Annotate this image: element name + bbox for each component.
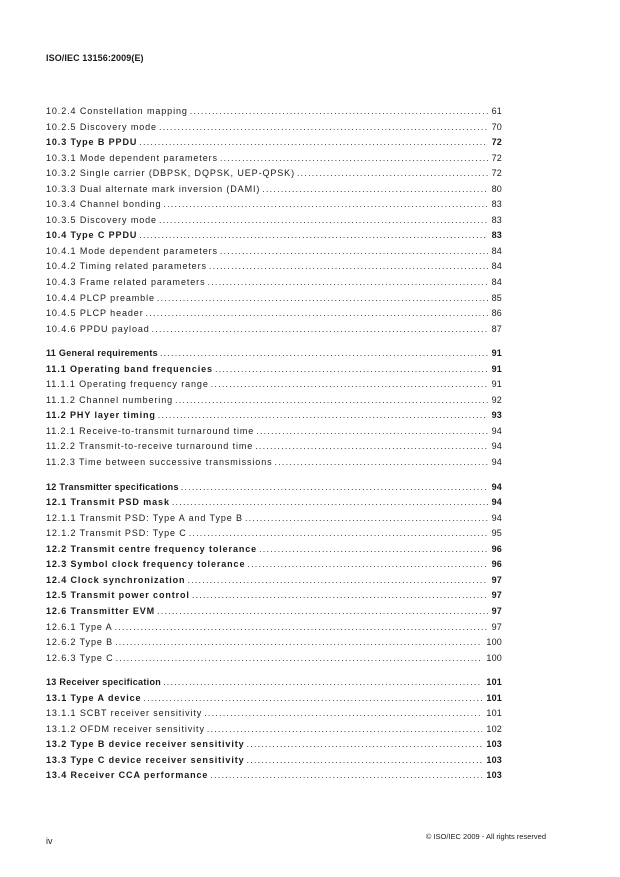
table-of-contents xyxy=(46,104,502,784)
toc-entry-title: 10.2.5 Discovery mode xyxy=(46,121,157,132)
toc-entry-page: 84 xyxy=(491,277,502,288)
toc-dot-leader xyxy=(116,651,483,667)
toc-entry-page: 97 xyxy=(491,574,502,585)
toc-entry-title: 10.3 Type B PPDU xyxy=(46,137,138,148)
toc-entry[interactable] xyxy=(46,275,502,291)
toc-dot-leader xyxy=(220,244,488,260)
toc-entry-title: 13.1.2 OFDM receiver sensitivity xyxy=(46,723,205,734)
toc-entry-page: 96 xyxy=(491,543,502,554)
toc-entry[interactable] xyxy=(46,166,502,182)
toc-entry-page: 91 xyxy=(491,348,502,359)
toc-dot-leader xyxy=(139,228,487,244)
toc-entry-page: 92 xyxy=(491,394,502,405)
toc-entry[interactable] xyxy=(46,722,502,738)
toc-entry-title: 10.4.6 PPDU payload xyxy=(46,323,150,334)
toc-entry-title: 10.4 Type C PPDU xyxy=(46,230,138,241)
toc-entry-page: 72 xyxy=(491,137,502,148)
toc-entry-page: 103 xyxy=(486,754,502,765)
toc-entry-page: 72 xyxy=(491,152,502,163)
toc-entry[interactable] xyxy=(46,135,502,151)
toc-dot-leader xyxy=(115,620,488,636)
toc-entry-page: 72 xyxy=(491,168,502,179)
toc-entry[interactable] xyxy=(46,291,502,307)
toc-entry-page: 84 xyxy=(491,245,502,256)
toc-entry[interactable] xyxy=(46,346,502,362)
toc-dot-leader xyxy=(146,306,488,322)
toc-dot-leader xyxy=(187,573,487,589)
toc-entry-page: 94 xyxy=(491,441,502,452)
toc-dot-leader xyxy=(247,557,487,573)
toc-entry[interactable] xyxy=(46,526,502,542)
toc-entry-title: 10.4.4 PLCP preamble xyxy=(46,292,155,303)
toc-entry[interactable] xyxy=(46,377,502,393)
toc-entry[interactable] xyxy=(46,182,502,198)
toc-entry-title: 10.4.3 Frame related parameters xyxy=(46,277,206,288)
toc-entry-title: 11.1 Operating band frequencies xyxy=(46,363,213,374)
toc-dot-leader xyxy=(215,362,488,378)
toc-entry-page: 94 xyxy=(491,481,502,492)
toc-dot-leader xyxy=(163,675,482,691)
toc-entry[interactable] xyxy=(46,197,502,213)
toc-entry-page: 95 xyxy=(491,528,502,539)
toc-entry-page: 70 xyxy=(491,121,502,132)
toc-entry-page: 83 xyxy=(491,199,502,210)
toc-entry-page: 83 xyxy=(491,214,502,225)
toc-entry[interactable] xyxy=(46,557,502,573)
toc-dot-leader xyxy=(115,635,482,651)
toc-entry-title: 12.2 Transmit centre frequency tolerance xyxy=(46,543,258,554)
toc-entry[interactable] xyxy=(46,439,502,455)
toc-entry-title: 11.1.2 Channel numbering xyxy=(46,394,174,405)
toc-entry-page: 102 xyxy=(486,723,502,734)
toc-entry-page: 94 xyxy=(491,497,502,508)
toc-entry-title: 10.3.4 Channel bonding xyxy=(46,199,162,210)
toc-dot-leader xyxy=(158,408,488,424)
toc-dot-leader xyxy=(297,166,488,182)
toc-entry-title: 12.1.2 Transmit PSD: Type C xyxy=(46,528,187,539)
toc-entry[interactable] xyxy=(46,604,502,620)
toc-entry-title: 13.2 Type B device receiver sensitivity xyxy=(46,739,245,750)
toc-dot-leader xyxy=(159,120,488,136)
toc-entry-title: 11.2.1 Receive-to-transmit turnaround time xyxy=(46,425,255,436)
toc-dot-leader xyxy=(220,151,488,167)
copyright-notice: © ISO/IEC 2009 - All rights reserved xyxy=(425,832,546,841)
toc-entry-page: 103 xyxy=(486,770,502,781)
toc-dot-leader xyxy=(139,135,487,151)
toc-dot-leader xyxy=(190,104,488,120)
toc-entry-title: 11 General requirements xyxy=(46,348,158,359)
toc-entry-title: 12.1 Transmit PSD mask xyxy=(46,497,170,508)
toc-entry-page: 83 xyxy=(491,230,502,241)
toc-entry-title: 10.3.5 Discovery mode xyxy=(46,214,157,225)
toc-entry-page: 93 xyxy=(491,410,502,421)
toc-dot-leader xyxy=(256,424,487,440)
toc-entry-title: 13.1.1 SCBT receiver sensitivity xyxy=(46,708,203,719)
toc-entry-page: 94 xyxy=(491,425,502,436)
toc-entry-page: 91 xyxy=(491,379,502,390)
toc-entry[interactable] xyxy=(46,691,502,707)
toc-entry[interactable] xyxy=(46,408,502,424)
toc-dot-leader xyxy=(247,737,483,753)
toc-entry-page: 87 xyxy=(491,323,502,334)
toc-entry[interactable] xyxy=(46,635,502,651)
toc-entry[interactable] xyxy=(46,213,502,229)
toc-dot-leader xyxy=(247,753,483,769)
toc-entry[interactable] xyxy=(46,542,502,558)
toc-entry-title: 12.6 Transmitter EVM xyxy=(46,605,156,616)
toc-entry-page: 97 xyxy=(491,621,502,632)
toc-entry[interactable] xyxy=(46,620,502,636)
toc-entry-title: 11.2.2 Transmit-to-receive turnaround time xyxy=(46,441,254,452)
toc-entry[interactable] xyxy=(46,306,502,322)
toc-entry[interactable] xyxy=(46,393,502,409)
toc-entry-page: 94 xyxy=(491,512,502,523)
toc-entry-page: 100 xyxy=(486,637,502,648)
toc-dot-leader xyxy=(189,526,488,542)
toc-entry-page: 96 xyxy=(491,559,502,570)
toc-entry-title: 12.4 Clock synchronization xyxy=(46,574,186,585)
toc-dot-leader xyxy=(210,768,482,784)
toc-dot-leader xyxy=(160,346,488,362)
toc-dot-leader xyxy=(207,275,487,291)
toc-dot-leader xyxy=(262,182,487,198)
toc-dot-leader xyxy=(255,439,487,455)
toc-dot-leader xyxy=(157,291,488,307)
toc-entry-page: 86 xyxy=(491,308,502,319)
toc-entry[interactable] xyxy=(46,675,502,691)
toc-entry-title: 10.3.2 Single carrier (DBPSK, DQPSK, UEP-QPSK) xyxy=(46,168,295,179)
page-number: iv xyxy=(46,836,53,846)
toc-entry-page: 97 xyxy=(491,590,502,601)
toc-entry-title: 10.4.2 Timing related parameters xyxy=(46,261,207,272)
toc-dot-leader xyxy=(181,480,488,496)
toc-dot-leader xyxy=(245,511,488,527)
toc-entry[interactable] xyxy=(46,244,502,260)
document-id-header: ISO/IEC 13156:2009(E) xyxy=(46,53,144,63)
toc-entry[interactable] xyxy=(46,104,502,120)
toc-section-gap xyxy=(46,471,502,480)
toc-entry-title: 12.6.3 Type C xyxy=(46,652,114,663)
toc-entry-title: 10.3.1 Mode dependent parameters xyxy=(46,152,218,163)
toc-entry-title: 12.3 Symbol clock frequency tolerance xyxy=(46,559,246,570)
toc-dot-leader xyxy=(143,691,482,707)
toc-entry[interactable] xyxy=(46,495,502,511)
toc-entry-title: 13.4 Receiver CCA performance xyxy=(46,770,209,781)
toc-dot-leader xyxy=(207,722,483,738)
toc-entry-page: 80 xyxy=(491,183,502,194)
toc-section-gap xyxy=(46,666,502,675)
toc-entry-title: 12.6.2 Type B xyxy=(46,637,114,648)
toc-entry[interactable] xyxy=(46,737,502,753)
toc-entry-title: 10.4.1 Mode dependent parameters xyxy=(46,245,218,256)
toc-entry[interactable] xyxy=(46,455,502,471)
toc-dot-leader xyxy=(204,706,482,722)
toc-entry-page: 100 xyxy=(486,652,502,663)
toc-dot-leader xyxy=(275,455,488,471)
toc-entry-title: 13.3 Type C device receiver sensitivity xyxy=(46,754,245,765)
toc-entry-title: 12.5 Transmit power control xyxy=(46,590,190,601)
toc-entry[interactable] xyxy=(46,511,502,527)
toc-entry-page: 101 xyxy=(486,708,502,719)
toc-entry[interactable] xyxy=(46,573,502,589)
toc-dot-leader xyxy=(259,542,488,558)
toc-entry-title: 11.1.1 Operating frequency range xyxy=(46,379,209,390)
toc-entry[interactable] xyxy=(46,706,502,722)
toc-entry[interactable] xyxy=(46,151,502,167)
toc-entry-page: 61 xyxy=(491,106,502,116)
toc-entry-page: 101 xyxy=(486,677,502,688)
toc-entry-page: 94 xyxy=(491,457,502,468)
toc-entry[interactable] xyxy=(46,120,502,136)
toc-entry[interactable] xyxy=(46,362,502,378)
toc-section-gap xyxy=(46,337,502,346)
toc-entry-title: 13.1 Type A device xyxy=(46,692,142,703)
toc-entry-page: 91 xyxy=(491,363,502,374)
toc-dot-leader xyxy=(163,197,487,213)
toc-dot-leader xyxy=(152,322,488,338)
toc-entry[interactable] xyxy=(46,588,502,604)
toc-entry[interactable] xyxy=(46,259,502,275)
toc-entry-page: 85 xyxy=(491,292,502,303)
toc-entry-page: 97 xyxy=(491,605,502,616)
toc-dot-leader xyxy=(211,377,488,393)
toc-entry[interactable] xyxy=(46,651,502,667)
toc-entry-title: 11.2.3 Time between successive transmissions xyxy=(46,457,273,468)
toc-dot-leader xyxy=(172,495,488,511)
toc-entry[interactable] xyxy=(46,228,502,244)
toc-entry[interactable] xyxy=(46,768,502,784)
toc-dot-leader xyxy=(159,213,488,229)
toc-entry-title: 10.4.5 PLCP header xyxy=(46,308,144,319)
toc-entry-page: 101 xyxy=(486,692,502,703)
toc-entry-title: 12.1.1 Transmit PSD: Type A and Type B xyxy=(46,512,243,523)
toc-entry-title: 12 Transmitter specifications xyxy=(46,481,179,492)
toc-entry-title: 11.2 PHY layer timing xyxy=(46,410,156,421)
toc-entry-page: 84 xyxy=(491,261,502,272)
toc-entry[interactable] xyxy=(46,424,502,440)
toc-entry[interactable] xyxy=(46,322,502,338)
toc-entry-title: 13 Receiver specification xyxy=(46,677,162,688)
toc-entry[interactable] xyxy=(46,480,502,496)
toc-entry-page: 103 xyxy=(486,739,502,750)
toc-dot-leader xyxy=(192,588,488,604)
toc-entry-title: 10.2.4 Constellation mapping xyxy=(46,106,188,116)
toc-entry[interactable] xyxy=(46,753,502,769)
toc-entry-title: 12.6.1 Type A xyxy=(46,621,113,632)
toc-dot-leader xyxy=(209,259,488,275)
toc-dot-leader xyxy=(157,604,488,620)
toc-entry-title: 10.3.3 Dual alternate mark inversion (DAMI) xyxy=(46,183,261,194)
toc-dot-leader xyxy=(175,393,488,409)
